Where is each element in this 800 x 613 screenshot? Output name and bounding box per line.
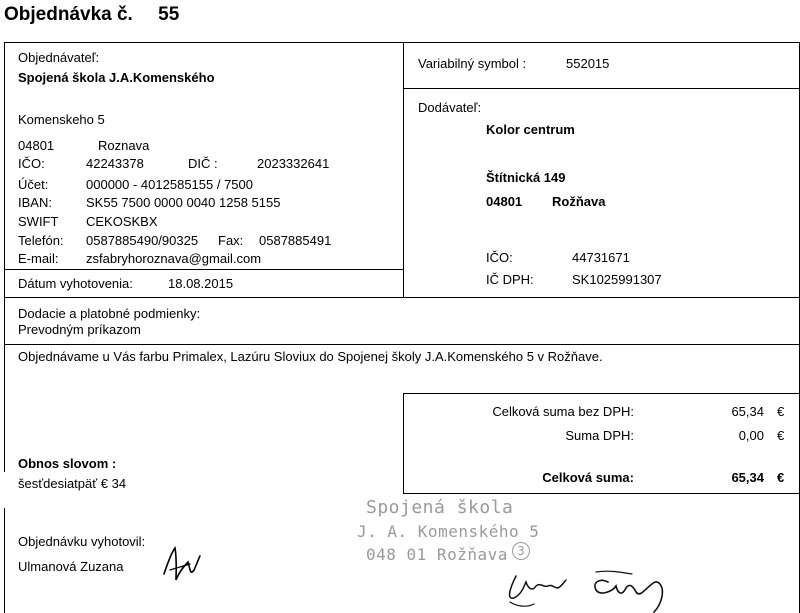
net-total-currency: € <box>777 404 785 419</box>
supplier-icdph-label: IČ DPH: <box>486 272 534 287</box>
divider-date-top <box>4 269 404 270</box>
vat-label: Suma DPH: <box>565 428 634 443</box>
buyer-zip: 04801 <box>18 138 55 153</box>
terms-label: Dodacie a platobné podmienky: <box>18 306 201 321</box>
buyer-account: 000000 - 4012585155 / 7500 <box>86 177 253 192</box>
director-signature <box>496 558 686 613</box>
buyer-email: zsfabryhoroznava@gmail.com <box>86 251 262 266</box>
buyer-swift-label: SWIFT <box>18 214 59 229</box>
net-total-value: 65,34 <box>731 404 764 419</box>
grand-total-label: Celková suma: <box>542 470 634 485</box>
frame-left <box>4 42 5 472</box>
buyer-fax: 0587885491 <box>259 233 332 248</box>
grand-total-currency: € <box>777 470 785 485</box>
buyer-street: Komenskeho 5 <box>18 112 105 127</box>
supplier-ico: 44731671 <box>572 250 630 265</box>
buyer-email-label: E-mail: <box>18 251 59 266</box>
date-label: Dátum vyhotovenia: <box>18 276 133 291</box>
buyer-ico: 42243378 <box>86 156 144 171</box>
buyer-iban: SK55 7500 0000 0040 1258 5155 <box>86 195 281 210</box>
buyer-name: Spojená škola J.A.Komenského <box>18 70 215 85</box>
buyer-swift: CEKOSKBX <box>86 214 158 229</box>
page-title <box>4 4 179 26</box>
stamp-number: 3 <box>512 542 530 560</box>
stamp-line-3: 048 01 Rožňava <box>366 545 508 564</box>
divider-order-top <box>4 344 800 345</box>
supplier-street: Štítnická 149 <box>486 170 566 185</box>
net-total-label: Celková suma bez DPH: <box>492 404 634 419</box>
order-number: 55 <box>158 4 180 25</box>
frame-top <box>4 42 800 43</box>
buyer-phone-label: Telefón: <box>18 233 64 248</box>
divider-supplier-top <box>403 88 800 89</box>
frame-left-bottom <box>4 508 5 613</box>
variable-symbol-value: 552015 <box>566 56 610 71</box>
terms-value: Prevodným príkazom <box>18 322 141 337</box>
supplier-ico-label: IČO: <box>486 250 513 265</box>
divider-terms-top <box>4 297 800 298</box>
in-words-value: šesťdesiatpäť € 34 <box>18 476 127 491</box>
supplier-zip: 04801 <box>486 194 523 209</box>
date-value: 18.08.2015 <box>168 276 234 291</box>
buyer-dic: 2023332641 <box>257 156 330 171</box>
buyer-label: Objednávateľ: <box>18 50 100 65</box>
totals-box-left <box>403 393 404 494</box>
totals-box-top <box>403 393 800 394</box>
supplier-label: Dodávateľ: <box>418 100 482 115</box>
buyer-dic-label: DIČ : <box>188 156 218 171</box>
buyer-phone: 0587885490/90325 <box>86 233 199 248</box>
buyer-account-label: Účet: <box>18 177 49 192</box>
issuer-signature <box>160 540 206 586</box>
variable-symbol-label: Variabilný symbol : <box>418 56 527 71</box>
vat-currency: € <box>777 428 785 443</box>
in-words-label: Obnos slovom : <box>18 456 117 471</box>
divider-vertical-top <box>403 42 404 298</box>
issued-by-label: Objednávku vyhotovil: <box>18 534 146 549</box>
supplier-city: Rožňava <box>552 194 606 209</box>
order-title-label: Objednávka č. <box>4 4 133 25</box>
buyer-iban-label: IBAN: <box>18 195 52 210</box>
totals-box-bottom <box>403 493 800 494</box>
buyer-ico-label: IČO: <box>18 156 45 171</box>
issued-by-name: Ulmanová Zuzana <box>18 559 124 574</box>
supplier-icdph: SK1025991307 <box>572 272 662 287</box>
stamp-line-1: Spojená škola <box>366 497 514 518</box>
vat-value: 0,00 <box>738 428 764 443</box>
buyer-city: Roznava <box>98 138 150 153</box>
stamp-line-2: J. A. Komenského 5 <box>357 522 540 541</box>
order-text: Objednávame u Vás farbu Primalex, Lazúru Sloviux do Spojenej školy J.A.Komenského 5 v Rožňave. <box>18 349 603 364</box>
supplier-name: Kolor centrum <box>486 122 575 137</box>
buyer-fax-label: Fax: <box>218 233 244 248</box>
grand-total-value: 65,34 <box>731 470 764 485</box>
